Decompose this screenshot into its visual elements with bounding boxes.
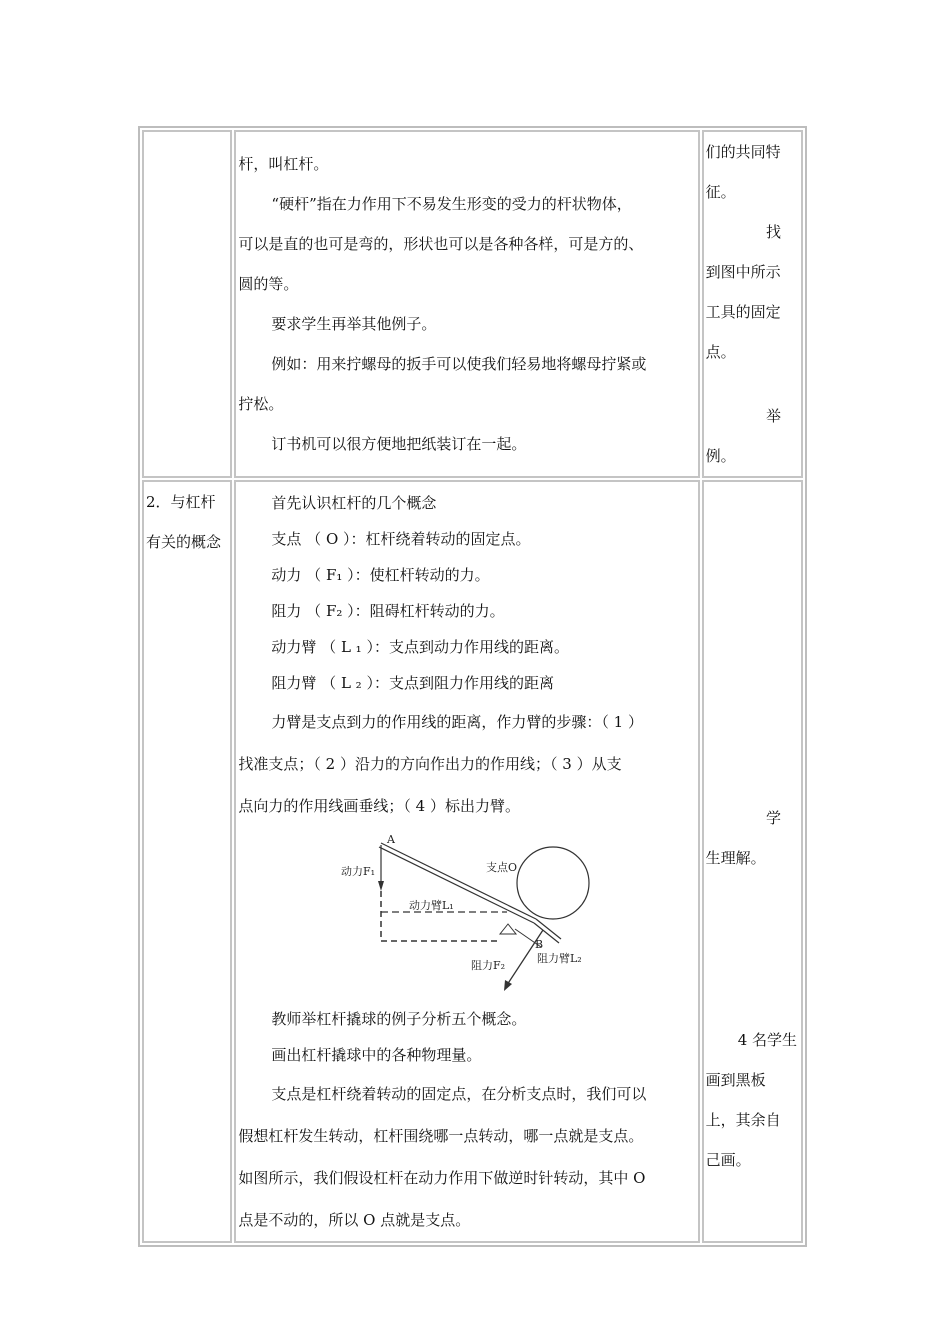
stage-title: 有关的概念 <box>146 533 222 551</box>
label-effort: 动力F₁ <box>341 865 376 878</box>
text-line: 教师举杠杆撬球的例子分析五个概念。 <box>271 1010 527 1028</box>
text-line: 们的共同特 <box>705 143 781 161</box>
text-line: 支点是杠杆绕着转动的固定点，在分析支点时，我们可以 <box>271 1085 647 1103</box>
text-line: 首先认识杠杆的几个概念 <box>271 494 437 512</box>
text-line: 学 <box>765 809 781 827</box>
table-row <box>142 130 803 478</box>
text-line: 生理解。 <box>705 849 766 867</box>
text-line: 假想杠杆发生转动，杠杆围绕哪一点转动，哪一点就是支点。 <box>238 1127 644 1145</box>
text-line: 动力 （ F₁ ）：使杠杆转动的力。 <box>271 566 490 584</box>
text-line: 点。 <box>705 343 736 361</box>
lever-bar <box>379 847 534 923</box>
text-line: 动力臂 （ L ₁ ）：支点到动力作用线的距离。 <box>271 638 569 656</box>
text-line: “硬杆”指在力作用下不易发生形变的受力的杆状物体， <box>271 195 632 213</box>
stage-cell <box>142 480 232 1243</box>
text-line: 阻力 （ F₂ ）：阻碍杠杆转动的力。 <box>271 602 505 620</box>
lever-bar <box>381 843 536 919</box>
text-line: 例如：用来拧螺母的扳手可以使我们轻易地将螺母拧紧或 <box>271 355 647 373</box>
label-resistance: 阻力F₂ <box>471 959 506 972</box>
text-line: 4 名学生 <box>737 1031 797 1049</box>
text-line: 可以是直的也可是弯的，形状也可以是各种各样，可是方的、 <box>238 235 644 253</box>
text-line: 如图所示，我们假设杠杆在动力作用下做逆时针转动，其中 O <box>238 1169 646 1187</box>
effort-arrowhead <box>378 881 384 891</box>
text-line: 找 <box>765 223 781 241</box>
lever-diagram <box>331 835 611 995</box>
label-b: B <box>535 938 544 951</box>
label-effort-arm: 动力臂L₁ <box>409 899 455 912</box>
text-line: 征。 <box>705 183 736 201</box>
text-line: 订书机可以很方便地把纸装订在一起。 <box>271 435 527 453</box>
text-line: 例。 <box>705 447 736 465</box>
text-line: 杆，叫杠杆。 <box>238 155 329 173</box>
text-line: 画到黑板 <box>705 1071 766 1089</box>
text-line: 到图中所示 <box>705 263 781 281</box>
text-line: 拧松。 <box>238 395 284 413</box>
teacher-activity-cell <box>234 480 699 1243</box>
label-a: A <box>387 835 396 846</box>
text-line: 圆的等。 <box>238 275 299 293</box>
text-line: 要求学生再举其他例子。 <box>271 315 437 333</box>
text-line: 己画。 <box>705 1151 751 1169</box>
text-line: 阻力臂 （ L ₂ ）：支点到阻力作用线的距离 <box>271 674 554 692</box>
text-line: 力臂是支点到力的作用线的距离，作力臂的步骤：（ 1 ） <box>271 713 643 731</box>
text-line: 支点 （ O ）：杠杆绕着转动的固定点。 <box>271 530 531 548</box>
lesson-plan-table <box>138 126 807 1247</box>
text-line: 点是不动的，所以 O 点就是支点。 <box>238 1211 471 1229</box>
text-line: 工具的固定 <box>705 303 781 321</box>
text-line: 画出杠杆撬球中的各种物理量。 <box>271 1046 482 1064</box>
table-row <box>142 480 803 1243</box>
resistance-arrowhead <box>504 980 512 991</box>
ball <box>517 847 589 919</box>
fulcrum-triangle <box>500 924 516 934</box>
label-resistance-arm: 阻力臂L₂ <box>537 952 583 965</box>
text-line: 点向力的作用线画垂线；（ 4 ）标出力臂。 <box>238 797 520 815</box>
text-line: 举 <box>765 407 781 425</box>
text-line: 找准支点；（ 2 ）沿力的方向作出力的作用线；（ 3 ）从支 <box>238 755 622 773</box>
text-line: 上，其余自 <box>705 1111 781 1129</box>
stage-cell <box>142 130 232 478</box>
teacher-activity-cell <box>234 130 699 478</box>
stage-title: 2．与杠杆 <box>146 493 216 511</box>
label-fulcrum: 支点O <box>486 861 518 874</box>
student-activity-cell <box>702 130 803 478</box>
student-activity-cell <box>702 480 803 1243</box>
